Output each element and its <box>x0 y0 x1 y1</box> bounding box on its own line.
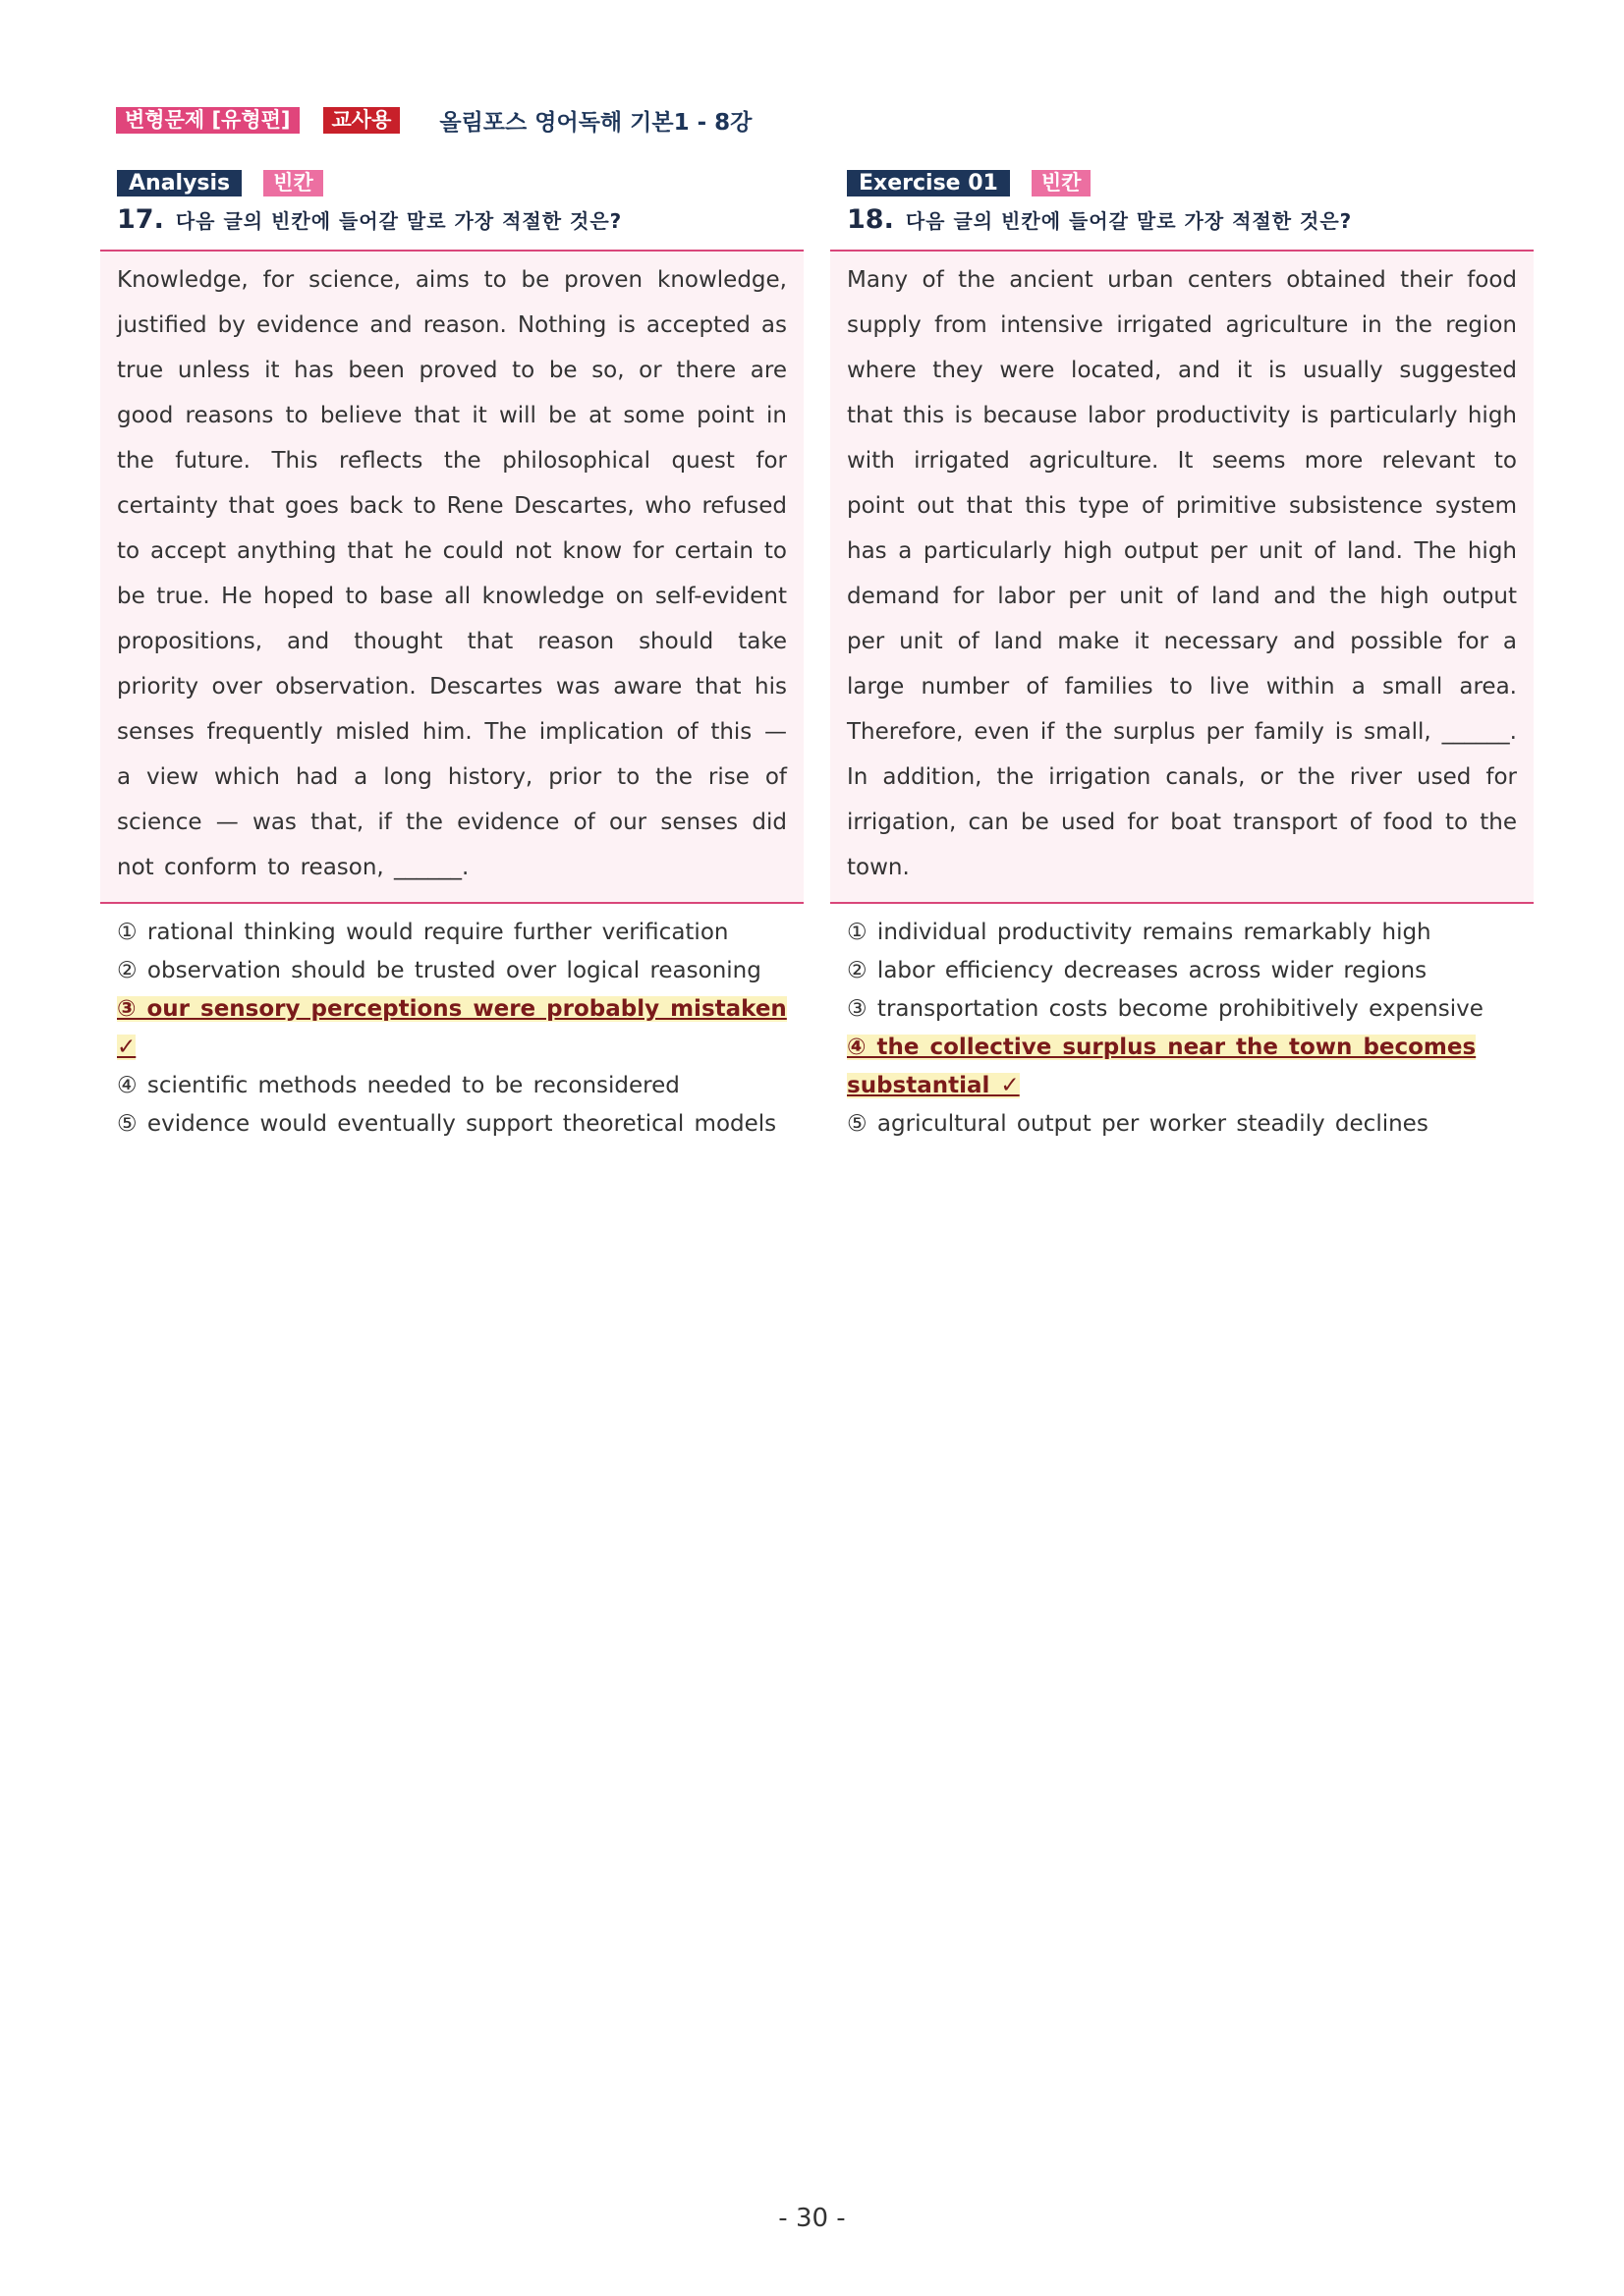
question-prompt: 다음 글의 빈칸에 들어갈 말로 가장 적절한 것은? <box>175 209 623 233</box>
question-type-label: 빈칸 <box>1032 170 1092 196</box>
choice-1: ① individual productivity remains remarkably high <box>847 920 1431 945</box>
passage-text: Knowledge, for science, aims to be proven knowledge, justified by evidence and reason. Nothing is accepted as true unless it has been proved to be so, or there are good reasons to believe that it will be at some point in the future. This reflects the philosophical quest for certainty that goes back to Rene Descartes, who refused to accept anything that he could not know for certain to be true. He hoped to base all knowledge on self-evident propositions, and thought that reason should take priority over observation. Descartes was aware that his senses frequently misled him. The implication of this — a view which had a long history, prior to the rise of science — was that, if the evidence of our senses did not conform to reason, ______. <box>117 267 787 880</box>
choice-1: ① rational thinking would require further verification <box>117 920 729 945</box>
teacher-edition-tag: 교사용 <box>323 107 401 134</box>
passage-text: Many of the ancient urban centers obtained their food supply from intensive irrigated agriculture in the region where they were located, and it is usually suggested that this is because labor productivity is particularly high with irrigated agriculture. It seems more relevant to point out that this type of primitive subsistence system has a particularly high output per unit of land. The high demand for labor per unit of land and the high output per unit of land make it necessary and possible for a large number of families to live within a small area. Therefore, even if the surplus per family is small, ______. In addition, the irrigation canals, or the river used for irrigation, can be used for boat transport of food to the town. <box>847 267 1517 880</box>
answer-choices <box>100 914 804 1144</box>
correct-answer-text: ③ our sensory perceptions were probably mistaken ✓ <box>117 996 787 1060</box>
book-title: 올림포스 영어독해 기본1 - 8강 <box>439 109 753 136</box>
question-title <box>117 204 804 240</box>
page-header <box>116 104 752 136</box>
right-column <box>830 169 1534 1144</box>
choice-2: ② labor efficiency decreases across wider regions <box>847 958 1428 983</box>
choice-2: ② observation should be trusted over logical reasoning <box>117 958 761 983</box>
page-number: - 30 - <box>778 2204 846 2233</box>
choice-5: ⑤ agricultural output per worker steadily declines <box>847 1111 1428 1137</box>
question-prompt: 다음 글의 빈칸에 들어갈 말로 가장 적절한 것은? <box>905 209 1353 233</box>
answer-choices <box>830 914 1534 1144</box>
section-label-row <box>847 169 1534 196</box>
question-type-label: 빈칸 <box>263 170 323 196</box>
correct-answer-text: ④ the collective surplus near the town becomes substantial ✓ <box>847 1035 1477 1098</box>
question-title <box>847 204 1534 240</box>
question-number: 17. <box>117 204 164 235</box>
passage-box <box>830 250 1534 904</box>
question-number: 18. <box>847 204 894 235</box>
choice-3: ③ transportation costs become prohibitively expensive <box>847 996 1484 1022</box>
choice-5: ⑤ evidence would eventually support theoretical models <box>117 1111 777 1137</box>
choice-4: ④ scientific methods needed to be reconsidered <box>117 1073 680 1098</box>
choice-4-correct <box>847 1029 1534 1105</box>
section-label-row <box>117 169 804 196</box>
section-label: Exercise 01 <box>847 170 1010 196</box>
workbook-type-tag: 변형문제 [유형편] <box>116 107 300 134</box>
section-label: Analysis <box>117 170 242 196</box>
choice-3-correct <box>117 990 804 1067</box>
left-column <box>100 169 804 1144</box>
passage-box <box>100 250 804 904</box>
